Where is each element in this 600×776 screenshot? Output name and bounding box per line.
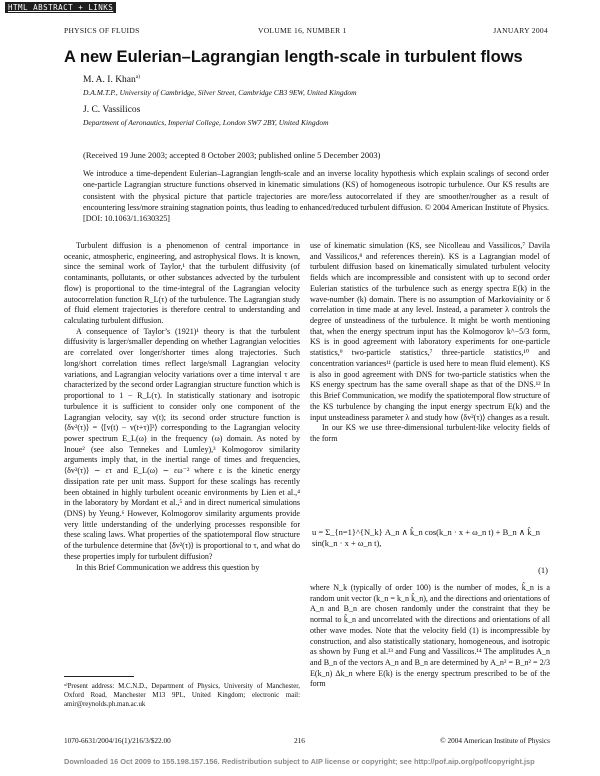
right-column (310, 241, 550, 445)
abstract: We introduce a time-dependent Eulerian–Lagrangian length-scale and an inverse locality hypothesis which explain scalings of second order one-particle Lagrangian structure functions observed in kinematic simulations (KS) of homogeneous isotropic turbulence. Our KS results are consistent with the physical picture that particle trajectories are more/less autocorrelated if they are smoother/rougher as a result of encountering less/more straining stagnation points, thus leading to enhanced/reduced turbulent diffusion. © 2004 American Institute of Physics. [DOI: 10.1063/1.1630325] (83, 169, 549, 224)
footer-code: 1070-6631/2004/16(1)/216/3/$22.00 (64, 736, 171, 745)
footnote: ᵃ⁾Present address: M.C.N.D., Department of Physics, University of Manchester, Oxford Road, Manchester M13 9PL, United Kingdom; electronic mail: amir@reynolds.ph.man.ac.uk (64, 683, 300, 708)
page-number: 216 (294, 736, 305, 745)
author-1 (83, 75, 140, 85)
download-notice: Downloaded 16 Oct 2009 to 155.198.157.156. Redistribution subject to AIP license or copyright; see http://pof.aip.org/pof/copyright.jsp (64, 757, 535, 766)
paragraph: A consequence of Taylor’s (1921)¹ theory is that the turbulent diffusivity is larger/smaller depending on whether Lagrangian velocities are correlated over longer/shorter times along trajectories. Such long/short correlation times reflect large/small Lagrangian velocity variations, and Lagrangian velocity variations over a time interval τ are characterized by the second order Lagrangian structure function which is proportional to 1 − R_L(τ). In statistically stationary and isotropic turbulence it is sufficient to consider only one component of the Lagrangian velocity, say v(t); its second order structure function is ⟨δv²(τ)⟩ = ⟨[v(t) − v(t+τ)]²⟩ corresponding to the Lagrangian velocity power spectrum E_L(ω) in the frequency (ω) domain. As noted by Inoue² (see also Tennekes and Lumley),³ Kolmogorov similarity arguments imply that, in the inertial range of times and frequencies, ⟨δv²(τ)⟩ ∼ ετ and E_L(ω) ∼ εω⁻² where ε is the kinetic energy dissipation rate per unit mass. Support for these scalings has recently been obtained in highly turbulent oceanic environments by Lien et al.,⁴ in the laboratory by Mordant et al.,⁵ and in direct numerical simulations (DNS) by Yeung.⁶ However, Kolmogorov similarity arguments provide very little understanding of the underlying processes responsible for these scaling laws. What properties of the spatiotemporal flow structure of the turbulence determine that ⟨δv²(τ)⟩ is proportional to τ, and what do these properties imply for turbulent diffusion? (64, 326, 300, 561)
author-2 (83, 105, 140, 115)
issue-date: JANUARY 2004 (493, 26, 548, 35)
page-footer (64, 736, 550, 746)
equation-1 (310, 527, 550, 575)
paragraph: use of kinematic simulation (KS, see Nicolleau and Vassilicos,⁷ Davila and Vassilicos,⁸ and references therein). KS is a Lagrangian model of turbulent diffusion based on kinematically simulated turbulent velocity fields which are incompressible and consistent with up to second order Eulerian statistics of the turbulence such as energy spectra E(k) in the wave-number (k) domain. There is no assumption of Markoviainity or δ correlation in time made at any level. Instead, a parameter λ controls the degree of unsteadiness of the turbulence. It might be worth mentioning that, when the energy spectrum input has the Kolmogorov k^−5/3 form, KS is in good agreement with laboratory experiments for one-particle statistics,⁹ two-particle statistics,⁷ three-particle statistics,¹⁰ and concentration variances¹¹ (particle is used here to mean fluid element). KS is also in good agreement with DNS for two-particle statistics when the KS energy spectrum has the same overall shape as that of the DNS.¹² In this Brief Communication, we modify the spatiotemporal flow structure of the KS turbulence by changing the input energy spectrum E(k) and the input unsteadiness parameter λ and study how ⟨δv²(τ)⟩ changes as a result. (310, 241, 551, 422)
footnote-rule (64, 676, 134, 677)
article-title: A new Eulerian–Lagrangian length-scale in turbulent flows (64, 48, 523, 66)
footer-copyright: © 2004 American Institute of Physics (440, 736, 550, 745)
received-dates: (Received 19 June 2003; accepted 8 October 2003; published online 5 December 2003) (83, 150, 381, 160)
author-2-affiliation: Department of Aeronautics, Imperial College, London SW7 2BY, United Kingdom (83, 118, 329, 127)
running-header (64, 26, 548, 38)
author-1-mark: a) (135, 73, 141, 80)
paragraph-after-equation: where N_k (typically of order 100) is the number of modes, k̂_n is a random unit vector (k_n = k_n k̂_n), and the directions and orientations of A_n and B_n are chosen randomly under the constraint that they be normal to k̂_n and uncorrelated with the directions and orientations of all other wave modes. Note that the velocity field (1) is incompressible by construction, and also statistically stationary, homogeneous, and isotropic as shown by Fung et al.¹³ and Fung and Vassilicos.¹⁴ The amplitudes A_n and B_n of the vectors A_n and B_n are determined by A_n² = B_n² = 2/3 E(k_n) Δk_n where E(k) is the energy spectrum prescribed to be of the form (310, 583, 550, 689)
paragraph: In this Brief Communication we address this question by (76, 562, 260, 572)
equation-number: (1) (538, 565, 548, 575)
top-bar (0, 0, 600, 14)
author-2-name: J. C. Vassilicos (83, 105, 141, 115)
left-column (64, 241, 300, 573)
journal-name: PHYSICS OF FLUIDS (64, 26, 140, 35)
author-1-affiliation: D.A.M.T.P., University of Cambridge, Silver Street, Cambridge CB3 9EW, United Kingdom (83, 88, 357, 97)
paragraph: Turbulent diffusion is a phenomenon of central importance in oceanic, atmospheric, engineering, and astrophysical flows. It is known, since the seminal work of Taylor,¹ that the turbulent diffusivity (of contaminants, pollutants, or other substances advected by the turbulent flow) is proportional to the time-integral of the Lagrangian velocity autocorrelation function R_L(τ) of the turbulence. The Lagrangian study of fluid element trajectories is therefore central to understanding and calculating turbulent diffusion. (64, 241, 300, 326)
paragraph: In our KS we use three-dimensional turbulent-like velocity fields of the form (310, 423, 550, 443)
volume-number: VOLUME 16, NUMBER 1 (258, 26, 347, 35)
html-abstract-links-link[interactable]: HTML ABSTRACT + LINKS (5, 2, 116, 13)
equation-body: u = Σ_{n=1}^{N_k} A_n ∧ k̂_n cos(k_n · x + ω_n t) + B_n ∧ k̂_n sin(k_n · x + ω_n t), (312, 527, 540, 548)
author-1-name: M. A. I. Khan (83, 75, 136, 85)
